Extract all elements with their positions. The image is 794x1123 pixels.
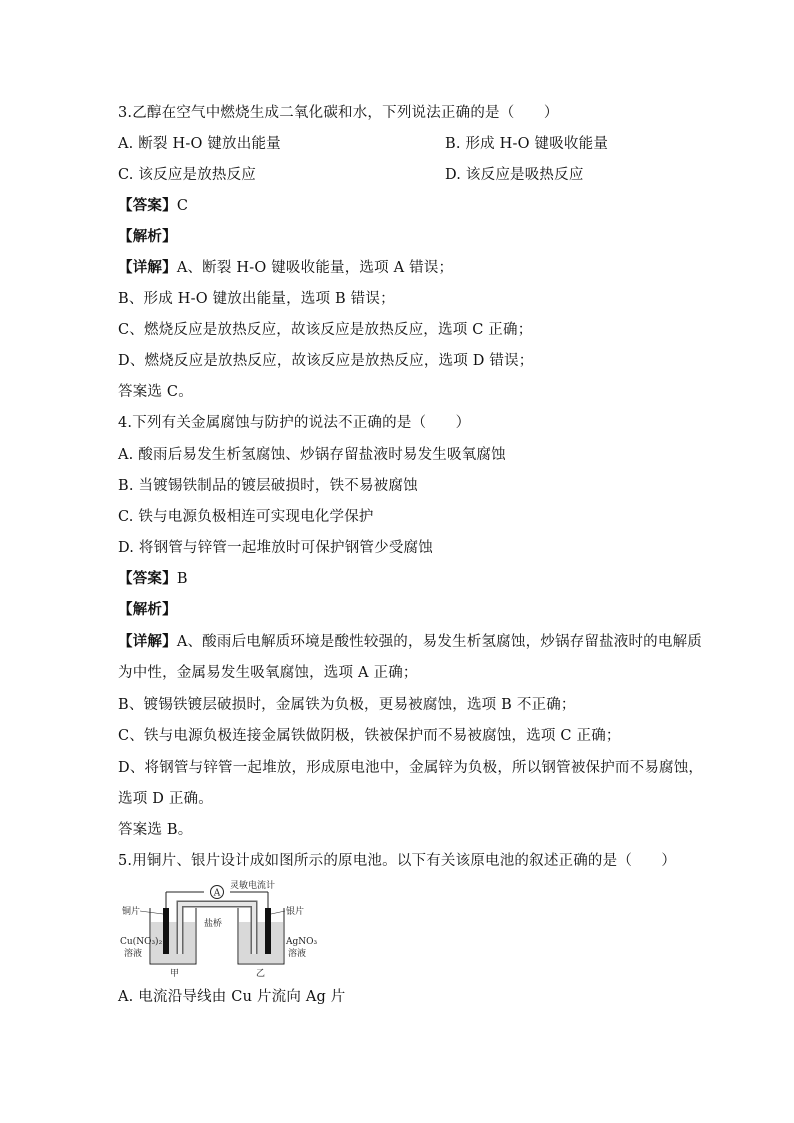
detail-text: A、酸雨后电解质环境是酸性较强的，易发生析氢腐蚀，炒锅存留盐液时的电解质 — [176, 634, 702, 650]
silver-leader — [271, 911, 285, 914]
beaker-left-label: 甲 — [170, 969, 180, 978]
q3-stem: 3.乙醇在空气中燃烧生成二氧化碳和水，下列说法正确的是（ ） — [118, 105, 559, 121]
silver-electrode — [265, 908, 271, 954]
q3-detail-c: C、燃烧反应是放热反应，故该反应是放热反应，选项 C 正确； — [118, 322, 533, 338]
right-solution-label: 溶液 — [288, 949, 307, 959]
copper-label: 铜片 — [122, 907, 141, 917]
q4-detail-a2: 为中性，金属易发生吸氧腐蚀，选项 A 正确； — [118, 665, 418, 681]
galvanic-cell-diagram — [118, 878, 318, 978]
q5-option-a: A. 电流沿导线由 Cu 片流向 Ag 片 — [118, 989, 346, 1005]
q3-option-a: A. 断裂 H-O 键放出能量 — [118, 136, 281, 152]
q3-option-b: B. 形成 H-O 键吸收能量 — [445, 136, 609, 152]
q4-analysis-heading: 【解析】 — [118, 601, 177, 618]
galvanometer-label: 灵敏电流计 — [230, 881, 276, 891]
q3-conclusion: 答案选 C。 — [118, 384, 193, 400]
q4-answer — [118, 569, 188, 589]
solution-right — [239, 922, 283, 963]
q4-detail-c: C、铁与电源负极连接金属铁做阴极，铁被保护而不易被腐蚀，选项 C 正确； — [118, 728, 621, 744]
salt-bridge-label: 盐桥 — [204, 919, 223, 929]
answer-tag: 【答案】 — [118, 570, 177, 587]
left-solution-label: 溶液 — [124, 949, 143, 959]
q4-option-b: B. 当镀锡铁制品的镀层破损时，铁不易被腐蚀 — [118, 478, 418, 494]
right-solution-formula: AgNO₃ — [286, 937, 318, 947]
q4-stem: 4.下列有关金属腐蚀与防护的说法不正确的是（ ） — [118, 415, 471, 431]
q4-option-a: A. 酸雨后易发生析氢腐蚀、炒锅存留盐液时易发生吸氧腐蚀 — [118, 447, 506, 463]
silver-label: 银片 — [286, 907, 305, 917]
q4-option-d: D. 将钢管与锌管一起堆放时可保护钢管少受腐蚀 — [118, 540, 433, 556]
detail-text: A、断裂 H-O 键吸收能量，选项 A 错误； — [176, 260, 454, 276]
q4-detail-d2: 选项 D 正确。 — [118, 791, 213, 807]
answer-value: C — [176, 198, 189, 214]
q3-detail-a — [118, 258, 453, 278]
q3-detail-d: D、燃烧反应是放热反应，故该反应是放热反应，选项 D 错误； — [118, 353, 534, 369]
q3-detail-b: B、形成 H-O 键放出能量，选项 B 错误； — [118, 291, 395, 307]
left-solution-formula: Cu(NO₃)₂ — [120, 937, 163, 947]
q4-conclusion: 答案选 B。 — [118, 822, 193, 838]
q4-detail-d1: D、将钢管与锌管一起堆放，形成原电池中，金属锌为负极，所以钢管被保护而不易腐蚀， — [118, 760, 704, 776]
galvanometer-symbol: A — [213, 888, 221, 899]
q3-analysis-heading: 【解析】 — [118, 228, 177, 245]
q3-answer — [118, 196, 188, 216]
q3-option-d: D. 该反应是吸热反应 — [445, 167, 584, 183]
copper-leader — [140, 911, 163, 914]
detail-tag: 【详解】 — [118, 633, 177, 650]
q4-option-c: C. 铁与电源负极相连可实现电化学保护 — [118, 509, 374, 525]
copper-electrode — [163, 908, 169, 954]
q3-option-c: C. 该反应是放热反应 — [118, 167, 256, 183]
answer-tag: 【答案】 — [118, 197, 177, 214]
answer-value: B — [176, 571, 188, 587]
beaker-right-label: 乙 — [256, 969, 266, 978]
detail-tag: 【详解】 — [118, 259, 177, 276]
q5-stem: 5.用铜片、银片设计成如图所示的原电池。以下有关该原电池的叙述正确的是（ ） — [118, 853, 677, 869]
q4-detail-b: B、镀锡铁镀层破损时，金属铁为负极，更易被腐蚀，选项 B 不正确； — [118, 697, 576, 713]
q4-detail-a1 — [118, 632, 702, 652]
